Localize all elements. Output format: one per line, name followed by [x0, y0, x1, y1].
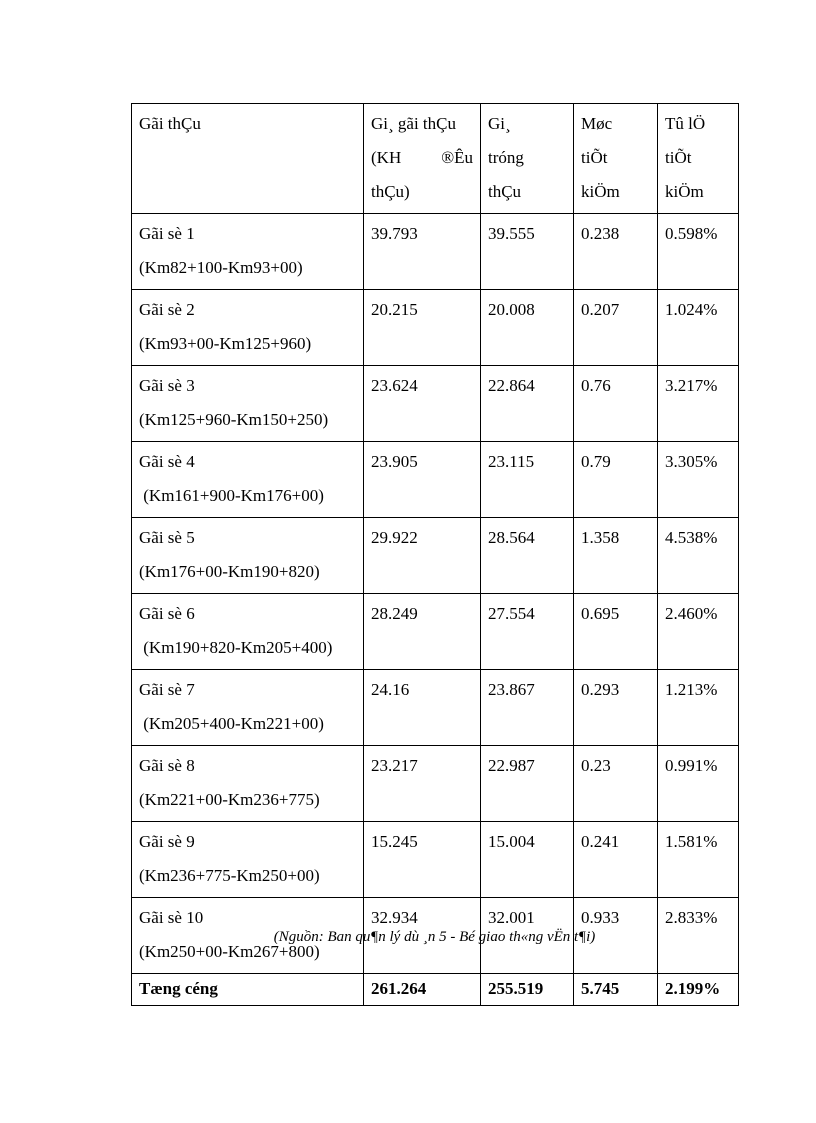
package-cell [132, 518, 364, 594]
package-cell [132, 822, 364, 898]
package-name: Gãi sè 7 [139, 680, 195, 699]
plan-price-cell [364, 822, 481, 898]
award-price: 22.864 [488, 376, 535, 395]
header-saving [574, 104, 658, 214]
package-cell [132, 366, 364, 442]
saving-cell [574, 214, 658, 290]
package-cell [132, 290, 364, 366]
award-price-cell [481, 746, 574, 822]
saving-cell [574, 670, 658, 746]
header-saving-line3: kiÖm [581, 182, 620, 201]
saving-amount: 1.358 [581, 528, 620, 547]
plan-price-cell [364, 670, 481, 746]
saving-rate: 1.024% [665, 300, 718, 319]
award-price-cell [481, 594, 574, 670]
header-package [132, 104, 364, 214]
saving-cell [574, 442, 658, 518]
header-saving-rate-line2: tiÕt [665, 148, 692, 167]
header-saving-rate [658, 104, 739, 214]
plan-price: 39.793 [371, 224, 418, 243]
package-cell [132, 594, 364, 670]
plan-price: 23.217 [371, 756, 418, 775]
saving-cell [574, 822, 658, 898]
saving-amount: 0.238 [581, 224, 620, 243]
package-km-range: (Km250+00-Km267+800) [139, 942, 320, 961]
table-row [132, 670, 739, 746]
award-price-cell [481, 518, 574, 594]
total-award-cell [481, 974, 574, 1006]
header-package-text: Gãi thÇu [139, 114, 201, 133]
package-name: Gãi sè 9 [139, 832, 195, 851]
header-saving-line1: Møc [581, 114, 613, 133]
saving-cell [574, 594, 658, 670]
total-saving-cell [574, 974, 658, 1006]
award-price: 27.554 [488, 604, 535, 623]
saving-amount: 0.695 [581, 604, 620, 623]
table-row [132, 442, 739, 518]
table-body [132, 104, 739, 1006]
saving-amount: 0.241 [581, 832, 620, 851]
saving-amount: 0.933 [581, 908, 620, 927]
plan-price: 23.905 [371, 452, 418, 471]
package-name: Gãi sè 8 [139, 756, 195, 775]
package-cell [132, 746, 364, 822]
saving-cell [574, 366, 658, 442]
saving-rate-cell [658, 442, 739, 518]
award-price: 28.564 [488, 528, 535, 547]
saving-cell [574, 746, 658, 822]
package-km-range: (Km190+820-Km205+400) [139, 638, 333, 657]
total-award-price: 255.519 [488, 979, 544, 998]
saving-rate: 0.991% [665, 756, 718, 775]
plan-price-cell [364, 518, 481, 594]
award-price: 20.008 [488, 300, 535, 319]
saving-rate-cell [658, 366, 739, 442]
package-name: Gãi sè 5 [139, 528, 195, 547]
header-plan-price-line3: thÇu) [371, 182, 410, 201]
award-price-cell [481, 822, 574, 898]
package-cell [132, 670, 364, 746]
total-plan-cell [364, 974, 481, 1006]
saving-rate: 4.538% [665, 528, 718, 547]
saving-cell [574, 518, 658, 594]
award-price: 15.004 [488, 832, 535, 851]
plan-price: 20.215 [371, 300, 418, 319]
header-plan-price-line1: Gi¸ gãi thÇu [371, 114, 456, 133]
saving-rate-cell [658, 670, 739, 746]
saving-rate: 1.581% [665, 832, 718, 851]
award-price-cell [481, 442, 574, 518]
plan-price: 23.624 [371, 376, 418, 395]
saving-rate-cell [658, 290, 739, 366]
saving-rate-cell [658, 594, 739, 670]
package-km-range: (Km93+00-Km125+960) [139, 334, 312, 353]
total-saving-rate: 2.199% [665, 979, 721, 998]
plan-price-cell [364, 746, 481, 822]
saving-rate: 0.598% [665, 224, 718, 243]
package-km-range: (Km221+00-Km236+775) [139, 790, 320, 809]
plan-price-cell [364, 214, 481, 290]
saving-rate: 1.213% [665, 680, 718, 699]
package-name: Gãi sè 1 [139, 224, 195, 243]
award-price: 32.001 [488, 908, 535, 927]
award-price-cell [481, 214, 574, 290]
saving-rate: 2.833% [665, 908, 718, 927]
plan-price: 29.922 [371, 528, 418, 547]
plan-price-cell [364, 290, 481, 366]
award-price: 23.115 [488, 452, 535, 471]
saving-amount: 0.207 [581, 300, 620, 319]
package-km-range: (Km161+900-Km176+00) [139, 486, 324, 505]
saving-rate: 2.460% [665, 604, 718, 623]
package-km-range: (Km82+100-Km93+00) [139, 258, 303, 277]
award-price-cell [481, 290, 574, 366]
saving-amount: 0.79 [581, 452, 611, 471]
saving-amount: 0.76 [581, 376, 611, 395]
package-km-range: (Km205+400-Km221+00) [139, 714, 324, 733]
total-saving: 5.745 [581, 979, 620, 998]
package-cell [132, 214, 364, 290]
saving-rate-cell [658, 746, 739, 822]
package-name: Gãi sè 6 [139, 604, 195, 623]
award-price: 23.867 [488, 680, 535, 699]
header-award-price-line2: tróng [488, 148, 524, 167]
saving-cell [574, 290, 658, 366]
award-price-cell [481, 366, 574, 442]
package-km-range: (Km176+00-Km190+820) [139, 562, 320, 581]
package-name: Gãi sè 10 [139, 908, 204, 927]
total-label: Tæng céng [139, 979, 218, 998]
total-rate-cell [658, 974, 739, 1006]
total-plan-price: 261.264 [371, 979, 427, 998]
table-row [132, 366, 739, 442]
table-row [132, 518, 739, 594]
total-label-cell [132, 974, 364, 1006]
header-award-price [481, 104, 574, 214]
table-row [132, 290, 739, 366]
package-km-range: (Km236+775-Km250+00) [139, 866, 320, 885]
header-saving-rate-line1: Tû lÖ [665, 114, 706, 133]
award-price: 39.555 [488, 224, 535, 243]
header-plan-price-line2-a: (KH [371, 148, 402, 167]
saving-amount: 0.23 [581, 756, 611, 775]
plan-price: 32.934 [371, 908, 418, 927]
header-plan-price-line2-b: ®Êu [441, 148, 473, 167]
header-saving-rate-line3: kiÖm [665, 182, 704, 201]
plan-price: 24.16 [371, 680, 410, 699]
table-source-caption: (Nguồn: Ban qu¶n lý dù ¸n 5 - Bé giao th«ng vËn t¶i) [273, 929, 596, 945]
plan-price-cell [364, 442, 481, 518]
plan-price: 28.249 [371, 604, 418, 623]
total-row [132, 974, 739, 1006]
header-award-price-line3: thÇu [488, 182, 522, 201]
saving-rate-cell [658, 822, 739, 898]
plan-price: 15.245 [371, 832, 418, 851]
table-row [132, 594, 739, 670]
table-header-row [132, 104, 739, 214]
header-plan-price-line2 [371, 141, 473, 175]
table-row [132, 214, 739, 290]
plan-price-cell [364, 366, 481, 442]
award-price: 22.987 [488, 756, 535, 775]
package-name: Gãi sè 2 [139, 300, 195, 319]
award-price-cell [481, 670, 574, 746]
table-row [132, 822, 739, 898]
saving-rate-cell [658, 214, 739, 290]
package-km-range: (Km125+960-Km150+250) [139, 410, 329, 429]
plan-price-cell [364, 594, 481, 670]
header-saving-line2: tiÕt [581, 148, 608, 167]
package-name: Gãi sè 4 [139, 452, 195, 471]
saving-rate: 3.305% [665, 452, 718, 471]
package-cell [132, 442, 364, 518]
table-row [132, 746, 739, 822]
saving-rate: 3.217% [665, 376, 718, 395]
saving-rate-cell [658, 518, 739, 594]
bid-package-table [131, 103, 739, 1006]
saving-amount: 0.293 [581, 680, 620, 699]
header-award-price-line1: Gi¸ [488, 114, 511, 133]
package-name: Gãi sè 3 [139, 376, 195, 395]
header-plan-price [364, 104, 481, 214]
